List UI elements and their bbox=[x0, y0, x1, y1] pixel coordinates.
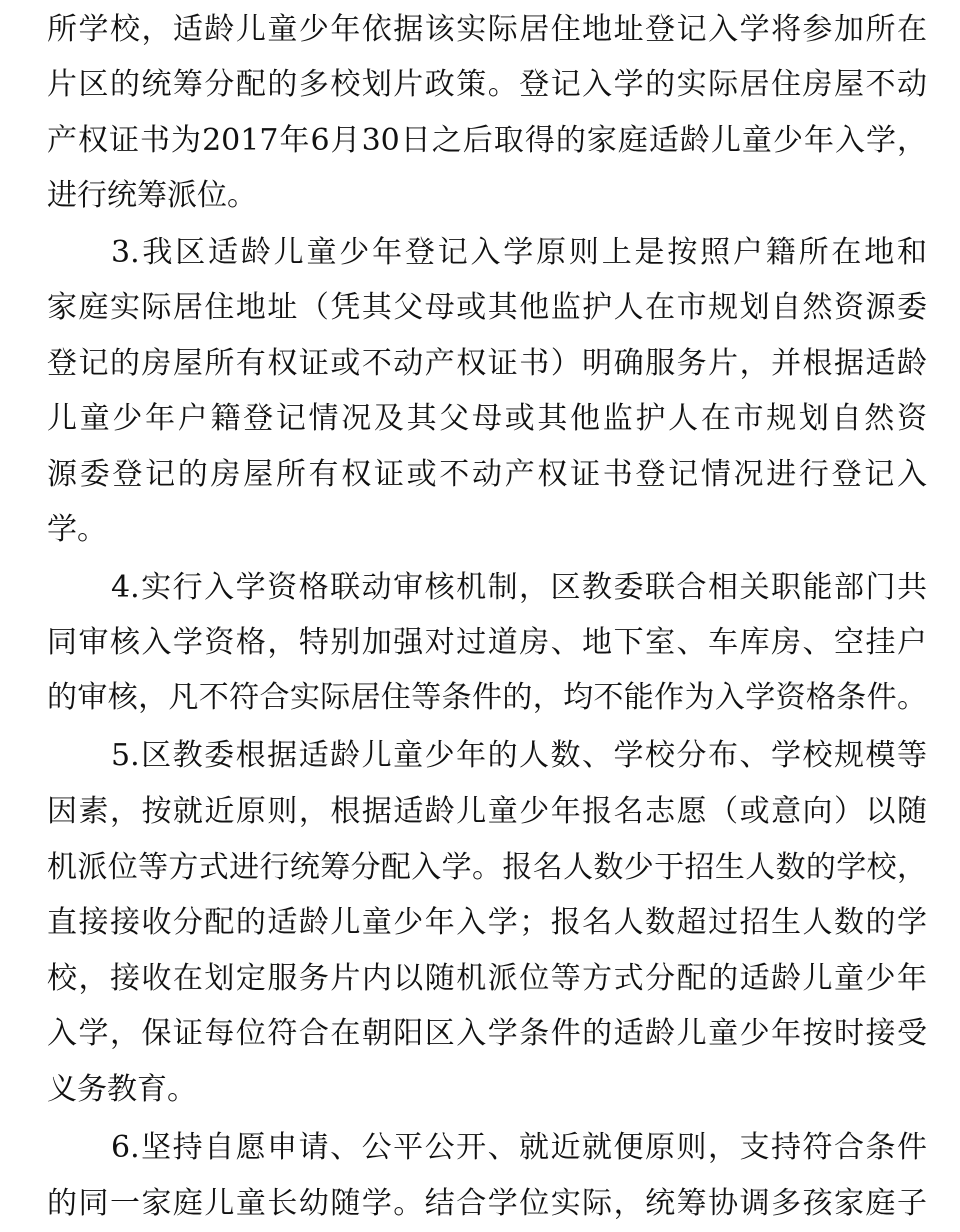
text-line: 校，接收在划定服务片内以随机派位等方式分配的适龄儿童少年 bbox=[47, 961, 927, 996]
text-line: 进行统筹派位。 bbox=[47, 178, 257, 213]
text-line: 4.实行入学资格联动审核机制，区教委联合相关职能部门共 bbox=[111, 570, 927, 605]
text-line: 源委登记的房屋所有权证或不动产权证书登记情况进行登记入 bbox=[47, 457, 927, 492]
text-line: 产权证书为2017年6月30日之后取得的家庭适龄儿童少年入学， bbox=[47, 123, 927, 158]
text-line: 的同一家庭儿童长幼随学。结合学位实际，统筹协调多孩家庭子 bbox=[47, 1186, 927, 1221]
text-line: 儿童少年户籍登记情况及其父母或其他监护人在市规划自然资 bbox=[47, 401, 927, 436]
text-line: 入学，保证每位符合在朝阳区入学条件的适龄儿童少年按时接受 bbox=[47, 1016, 927, 1051]
text-line: 的审核，凡不符合实际居住等条件的，均不能作为入学资格条件。 bbox=[47, 680, 927, 715]
text-line: 5.区教委根据适龄儿童少年的人数、学校分布、学校规模等 bbox=[111, 738, 927, 773]
text-line: 所学校，适龄儿童少年依据该实际居住地址登记入学将参加所在 bbox=[47, 12, 927, 47]
text-line: 因素，按就近原则，根据适龄儿童少年报名志愿（或意向）以随 bbox=[47, 794, 927, 829]
text-line: 同审核入学资格，特别加强对过道房、地下室、车库房、空挂户 bbox=[47, 625, 927, 660]
text-line: 家庭实际居住地址（凭其父母或其他监护人在市规划自然资源委 bbox=[47, 290, 927, 325]
text-line: 学。 bbox=[47, 512, 107, 547]
text-line: 6.坚持自愿申请、公平公开、就近就便原则，支持符合条件 bbox=[111, 1130, 927, 1165]
text-line: 3.我区适龄儿童少年登记入学原则上是按照户籍所在地和 bbox=[111, 235, 927, 270]
text-line: 登记的房屋所有权证或不动产权证书）明确服务片，并根据适龄 bbox=[47, 346, 927, 381]
text-line: 片区的统筹分配的多校划片政策。登记入学的实际居住房屋不动 bbox=[47, 67, 927, 102]
text-line: 义务教育。 bbox=[47, 1072, 197, 1107]
text-line: 直接接收分配的适龄儿童少年入学；报名人数超过招生人数的学 bbox=[47, 905, 927, 940]
text-line: 机派位等方式进行统筹分配入学。报名人数少于招生人数的学校， bbox=[47, 850, 927, 885]
